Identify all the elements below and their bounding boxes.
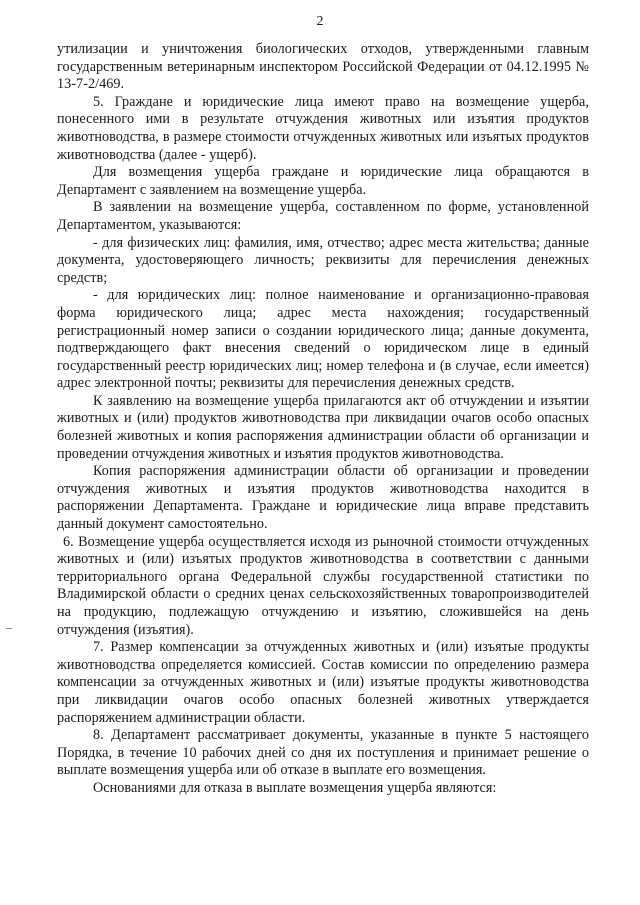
paragraph-item-8: 8. Департамент рассматривает документы, указанные в пункте 5 настоящего Порядка, в течение 10 рабочих дней со дня их поступления и принимает решение о выплате возмещения ущерба или об отказе в выплате его возмещения. [57,727,589,779]
margin-mark [6,628,12,629]
document-body [57,41,589,798]
paragraph-application: Для возмещения ущерба граждане и юридические лица обращаются в Департамент с заявлением на возмещение ущерба. [57,164,589,198]
list-item-individuals: - для физических лиц: фамилия, имя, отчество; адрес места жительства; данные документа, удостоверяющего личность; реквизиты для перечисления денежных средств; [57,234,589,286]
paragraph-order-copy: Копия распоряжения администрации области об организации и проведении отчуждения животных и изъятия продуктов животноводства находится в распоряжении Департамента. Граждане и юридические лица вправе представить данный документ самостоятельно. [57,463,589,533]
paragraph-item-5: 5. Граждане и юридические лица имеют право на возмещение ущерба, понесенного ими в результате отчуждения животных или изъятия продуктов животноводства, в размере стоимости отчужденных животных или изъятых продуктов животноводства (далее - ущерб). [57,93,589,163]
paragraph-continuation: утилизации и уничтожения биологических отходов, утвержденными главным государственным ветеринарным инспектором Российской Федерации от 04.12.1995 № 13-7-2/469. [57,41,589,93]
paragraph-item-7: 7. Размер компенсации за отчужденных животных и (или) изъятые продукты животноводства определяется комиссией. Состав комиссии по определению размера компенсации за отчужденных животных и (или) изъятые продукты животноводства при ликвидации очагов особо опасных болезней животных утверждается распоряжением администрации области. [57,639,589,726]
paragraph-item-6: 6. Возмещение ущерба осуществляется исходя из рыночной стоимости отчужденных животных и (или) изъятых продуктов животноводства в соответствии с данными территориального органа Федеральной службы государственной статистики по Владимирской области о средних ценах сельскохозяйственных товаропроизводителей на продукцию, подлежащую отчуждению и изъятию, сложившейся на день отчуждения (изъятия). [57,533,589,638]
paragraph-refusal-grounds: Основаниями для отказа в выплате возмещения ущерба являются: [93,779,497,796]
page-number: 2 [316,14,324,29]
list-item-legal-entities: - для юридических лиц: полное наименование и организационно-правовая форма юридического лица; адрес места нахождения; государственный регистрационный номер записи о создании юридического лица; данные документа, подтверждающего факт внесения сведений о юридическом лице в единый государственный реестр юридических лиц; номер телефона и (в случае, если имеется) адрес электронной почты; реквизиты для перечисления денежных средств. [57,287,589,392]
paragraph-attachments: К заявлению на возмещение ущерба прилагаются акт об отчуждении и изъятии животных и (или) продуктов животноводства при ликвидации очагов особо опасных болезней животных и копия распоряжения администрации области об организации и проведении отчуждения животных и изъятия продуктов животноводства. [57,392,589,462]
paragraph-application-contents: В заявлении на возмещение ущерба, составленном по форме, установленной Департаментом, указываются: [57,199,589,233]
